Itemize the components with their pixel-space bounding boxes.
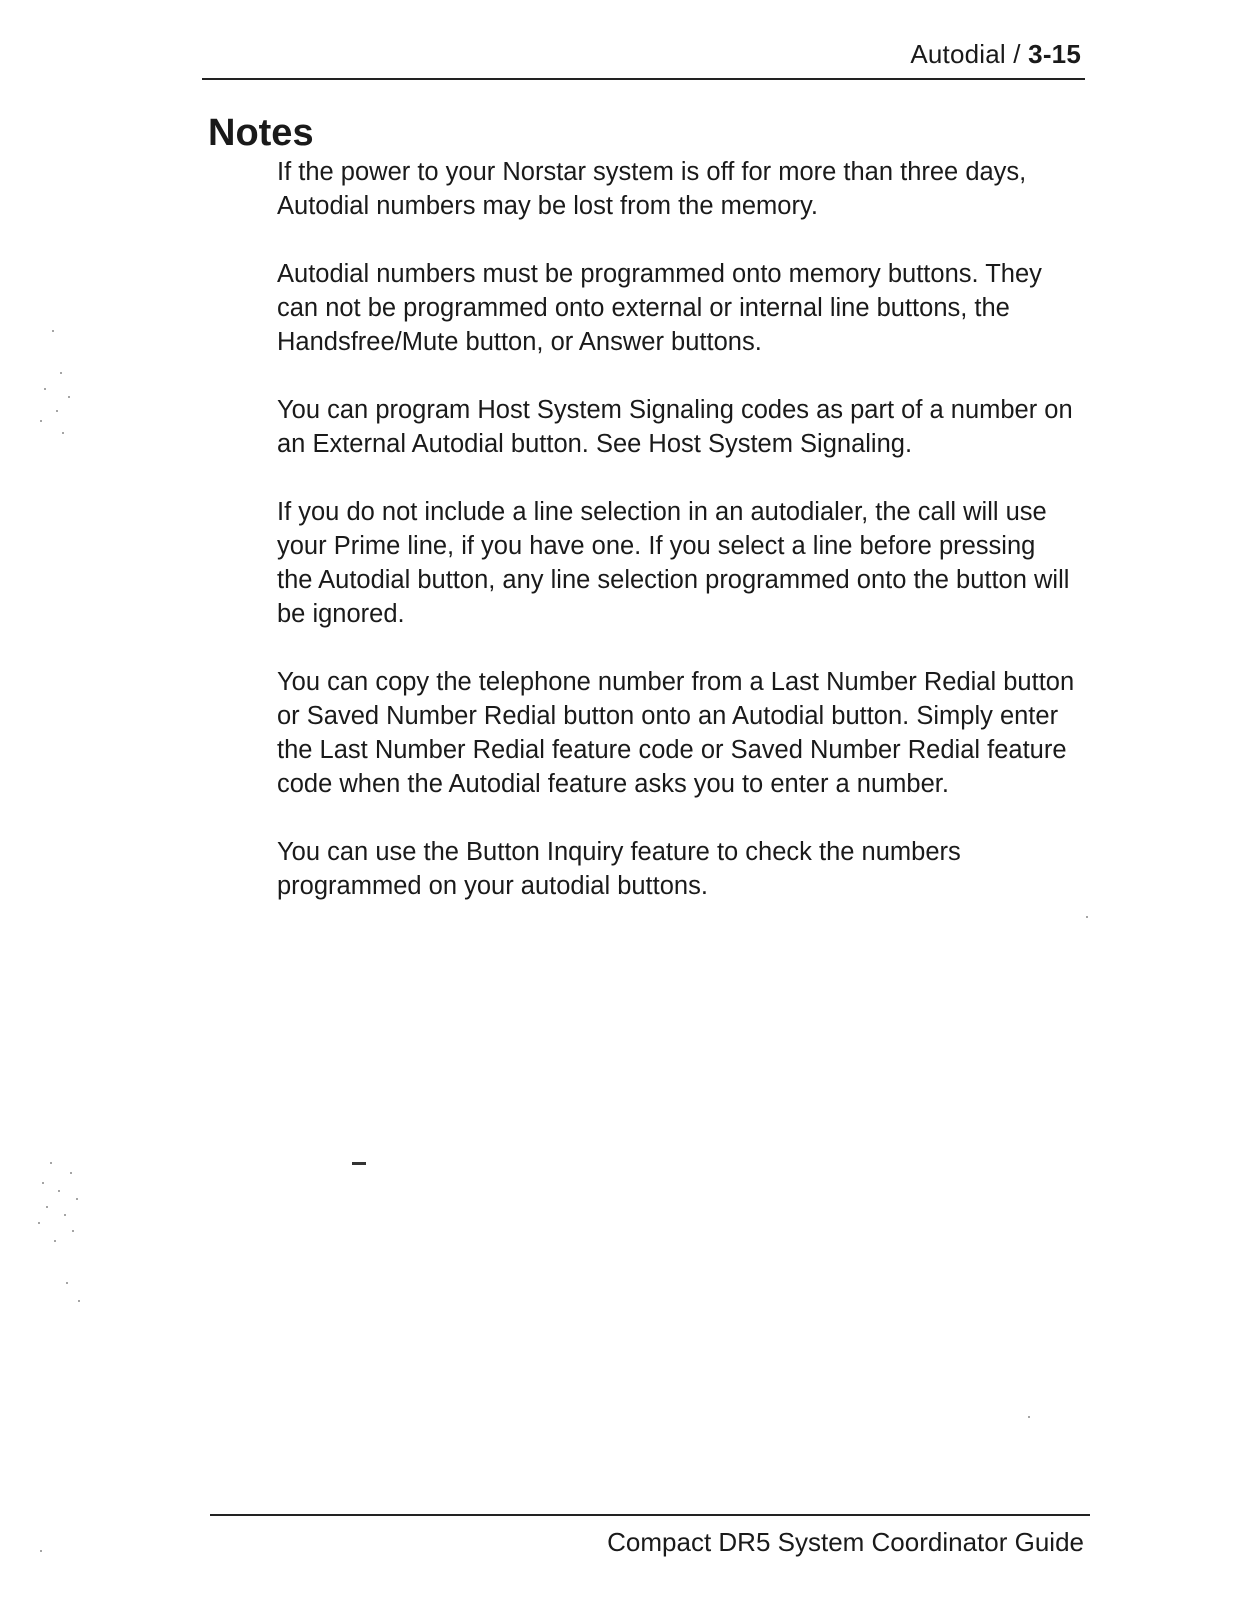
note-paragraph-4: If you do not include a line selection in an autodialer, the call will use your Prime line, if you have one. If you select a line before pressing the Autodial button, any line selection programmed onto the button will be ignored. [277,498,1070,628]
running-header [910,38,1081,70]
note-paragraph-1: If the power to your Norstar system is off for more than three days, Autodial numbers may be lost from the memory. [277,158,1027,220]
section-title: Notes [208,112,314,154]
header-section: Autodial / [910,39,1029,69]
note-paragraph-2: Autodial numbers must be programmed onto memory buttons. They can not be programmed onto external or internal line buttons, the Handsfree/Mute button, or Answer buttons. [277,260,1042,356]
page-header [202,38,1085,80]
page-footer [210,1514,1090,1600]
page-number: 3-15 [1028,39,1081,69]
notes-body [277,155,1077,937]
note-paragraph-5: You can copy the telephone number from a Last Number Redial button or Saved Number Redial button onto an Autodial button. Simply enter the Last Number Redial feature code or Saved Number Redial feature code when the Autodial feature asks you to enter a number. [277,668,1075,798]
stray-mark [352,1162,366,1165]
note-paragraph-6: You can use the Button Inquiry feature to check the numbers programmed on your autodial buttons. [277,838,961,900]
note-paragraph-3: You can program Host System Signaling codes as part of a number on an External Autodial button. See Host System Signaling. [277,396,1073,458]
footer-title: Compact DR5 System Coordinator Guide [607,1527,1084,1557]
